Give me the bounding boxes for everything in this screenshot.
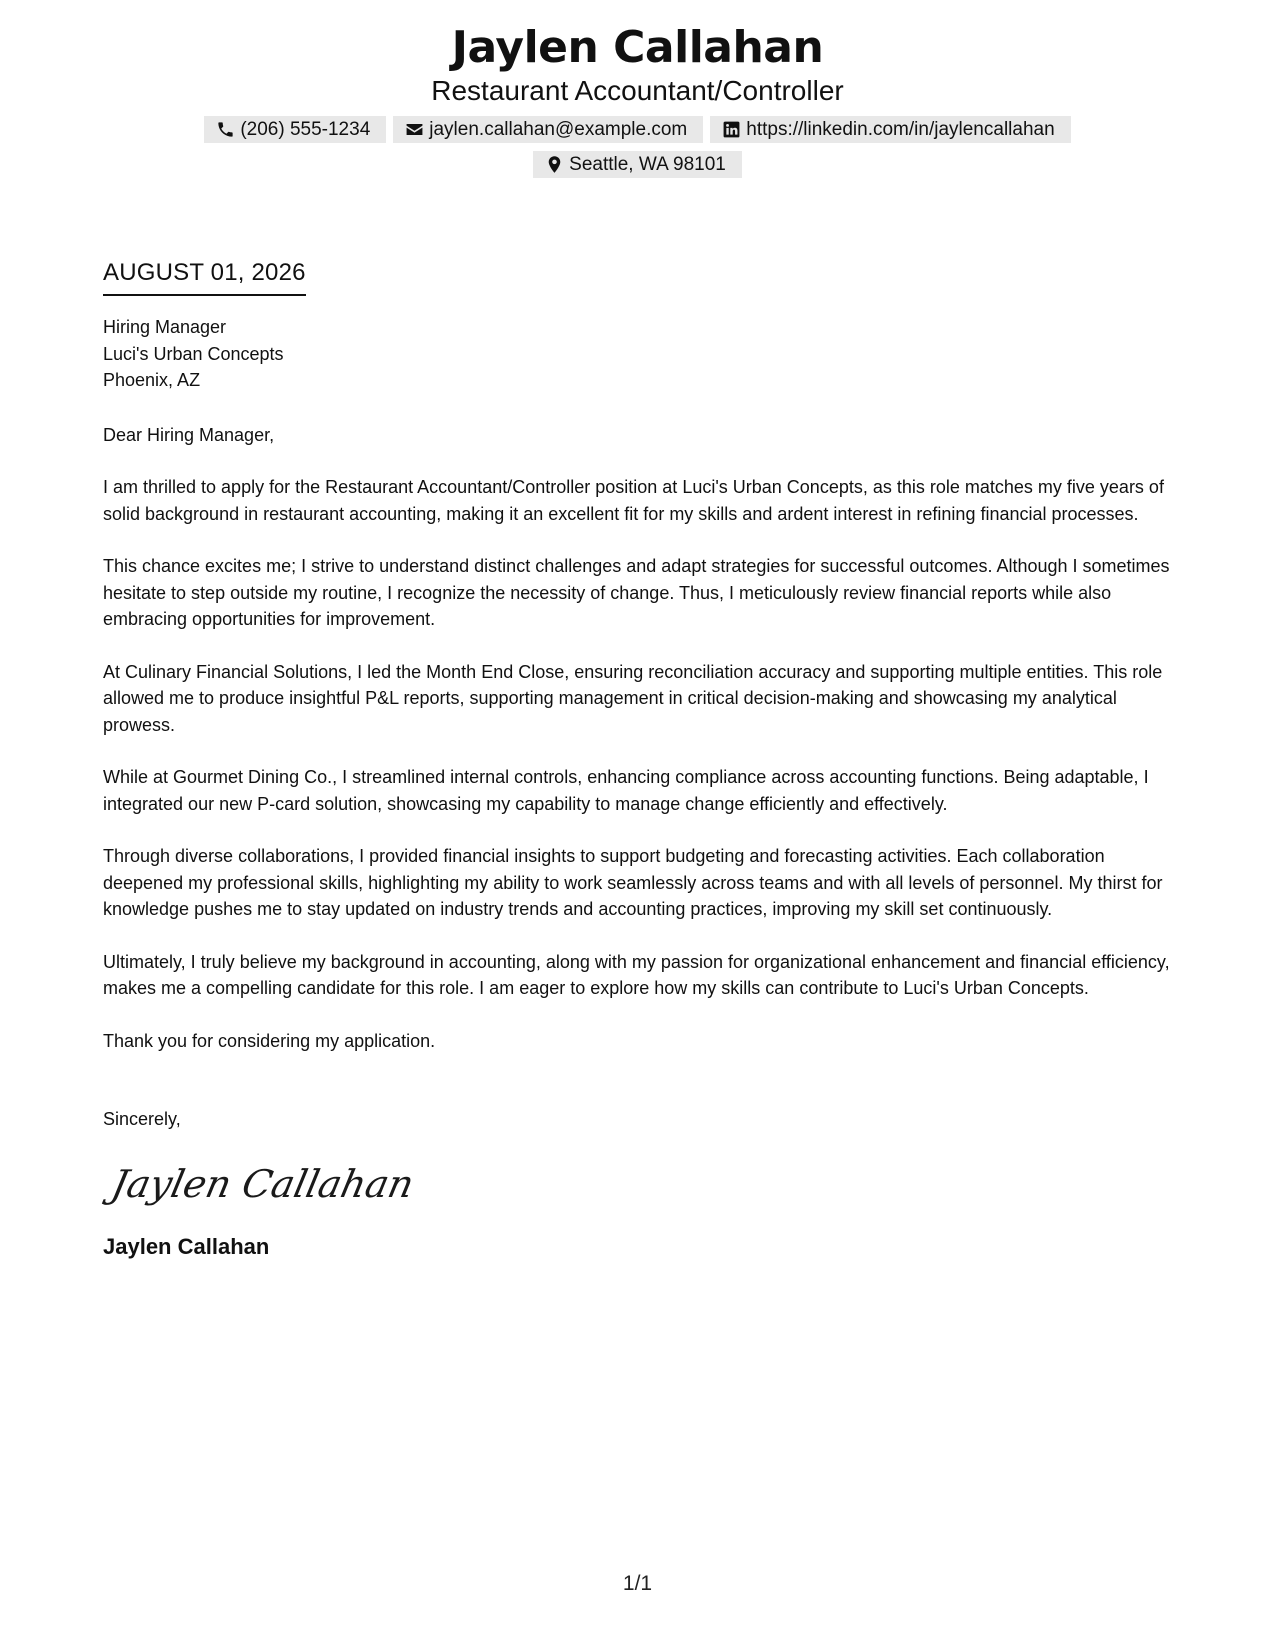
paragraph-4: While at Gourmet Dining Co., I streamlined internal controls, enhancing compliance across accounting functions. Being adaptable, I integrated our new P-card solution, showcasing my capability to manage change efficiently and effectively. — [103, 767, 1149, 814]
paragraph-7: Thank you for considering my application. — [103, 1030, 436, 1051]
recipient-company: Luci's Urban Concepts — [103, 343, 284, 364]
linkedin-icon — [722, 120, 741, 139]
applicant-role: Restaurant Accountant/Controller — [431, 75, 844, 106]
paragraph-2: This chance excites me; I strive to understand distinct challenges and adapt strategies for successful outcomes. Although I sometimes hesitate to step outside my routine, I recognize the necessity of change. Thus, I meticulously review financial reports while also embracing opportunities for improvement. — [103, 556, 1170, 629]
letter-body — [103, 258, 1178, 1261]
page-number: 1/1 — [622, 1572, 653, 1595]
contact-phone-text: (206) 555-1234 — [240, 118, 371, 140]
contact-email-text: jaylen.callahan@example.com — [429, 118, 688, 140]
letter-header — [0, 0, 1275, 178]
signed-name: Jaylen Callahan — [103, 1233, 270, 1259]
contact-phone — [204, 116, 386, 143]
paragraph-6: Ultimately, I truly believe my background in accounting, along with my passion for organizational enhancement and financial efficiency, makes me a compelling candidate for this role. I am eager to explore how my skills can contribute to Luci's Urban Concepts. — [103, 951, 1170, 998]
contact-list — [188, 116, 1088, 178]
applicant-name: Jaylen Callahan — [451, 22, 824, 73]
closing: Sincerely, — [103, 1109, 181, 1129]
paragraph-1: I am thrilled to apply for the Restaurant Accountant/Controller position at Luci's Urban Concepts, as this role matches my five years of solid background in restaurant accounting, making it an excellent fit for my skills and ardent interest in refining financial processes. — [103, 477, 1164, 524]
phone-icon — [216, 120, 235, 139]
letter-date: AUGUST 01, 2026 — [103, 258, 306, 296]
envelope-icon — [405, 120, 424, 139]
map-marker-icon — [545, 155, 564, 174]
contact-email[interactable] — [393, 116, 703, 143]
paragraph-3: At Culinary Financial Solutions, I led the Month End Close, ensuring reconciliation accuracy and supporting multiple entities. This role allowed me to produce insightful P&L reports, supporting management in critical decision-making and showcasing my analytical prowess. — [103, 661, 1163, 735]
salutation: Dear Hiring Manager, — [103, 424, 275, 445]
recipient-title: Hiring Manager — [103, 317, 227, 337]
handwritten-signature — [107, 1153, 1178, 1215]
contact-linkedin-text: https://linkedin.com/in/jaylencallahan — [746, 118, 1055, 140]
recipient-location: Phoenix, AZ — [103, 370, 201, 390]
contact-location-text: Seattle, WA 98101 — [569, 153, 726, 175]
recipient-block — [103, 314, 1178, 394]
contact-linkedin[interactable] — [710, 116, 1070, 143]
signature-text: Jaylen Callahan — [107, 1161, 418, 1207]
paragraph-5: Through diverse collaborations, I provided financial insights to support budgeting and forecasting activities. Each collaboration deepened my professional skills, highlighting my ability to work seamlessly across teams and with all levels of personnel. My thirst for knowledge pushes me to stay updated on industry trends and accounting practices, improving my skill set continuously. — [103, 846, 1163, 919]
contact-location — [533, 151, 742, 178]
